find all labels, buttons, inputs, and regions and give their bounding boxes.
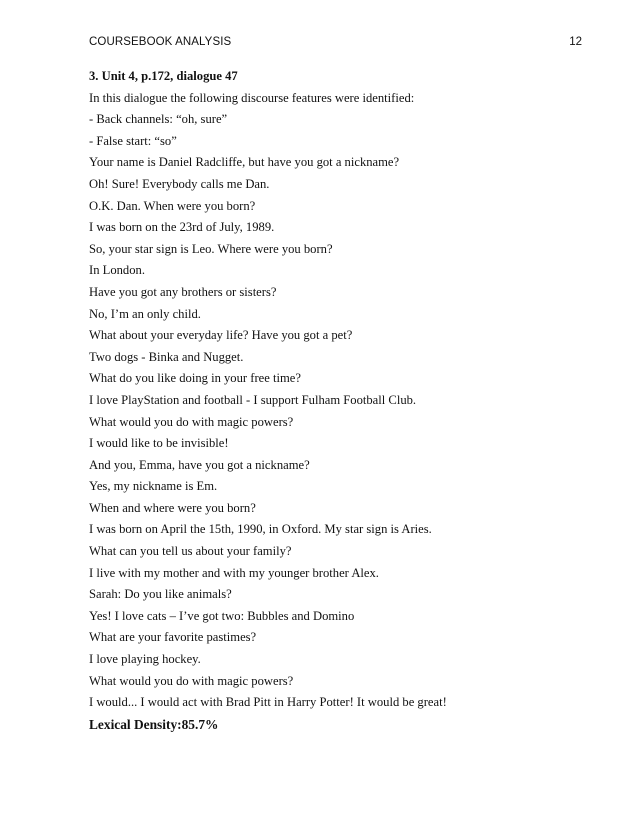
dialogue-line: I would like to be invisible! (89, 436, 229, 451)
dialogue-line: Yes, my nickname is Em. (89, 479, 218, 494)
dialogue-line: So, your star sign is Leo. Where were you born? (89, 241, 333, 256)
lexical-density: Lexical Density:85.7% (89, 716, 219, 732)
dialogue-line: In London. (89, 263, 145, 278)
dialogue-line: I was born on the 23rd of July, 1989. (89, 220, 275, 235)
dialogue-line: What about your everyday life? Have you got a pet? (89, 328, 353, 343)
dialogue-line: Oh! Sure! Everybody calls me Dan. (89, 176, 270, 191)
dialogue-line: What would you do with magic powers? (89, 673, 294, 688)
dialogue-line: I was born on April the 15th, 1990, in Oxford. My star sign is Aries. (89, 522, 432, 537)
dialogue-line: Your name is Daniel Radcliffe, but have you got a nickname? (89, 155, 400, 170)
dialogue-line: Yes! I love cats – I’ve got two: Bubbles and Domino (89, 608, 355, 623)
header-title: COURSEBOOK ANALYSIS (89, 36, 232, 48)
dialogue-line: And you, Emma, have you got a nickname? (89, 457, 310, 472)
dialogue-line: When and where were you born? (89, 500, 256, 515)
dialogue-line: I live with my mother and with my younger brother Alex. (89, 565, 379, 580)
dialogue-line: What do you like doing in your free time? (89, 371, 301, 386)
dialogue-line: Have you got any brothers or sisters? (89, 284, 277, 299)
dialogue-line: Sarah: Do you like animals? (89, 587, 232, 602)
document-body (89, 66, 589, 735)
feature-item: - False start: “so” (89, 133, 177, 148)
feature-item: - Back channels: “oh, sure” (89, 112, 228, 127)
dialogue-line: No, I’m an only child. (89, 306, 201, 321)
dialogue-line: What would you do with magic powers? (89, 414, 294, 429)
section-heading: 3. Unit 4, p.172, dialogue 47 (89, 69, 238, 83)
dialogue-line: I would... I would act with Brad Pitt in Harry Potter! It would be great! (89, 695, 447, 710)
intro-paragraph: In this dialogue the following discourse features were identified: (89, 90, 415, 105)
dialogue-line: What can you tell us about your family? (89, 544, 292, 559)
page-number: 12 (569, 36, 582, 48)
dialogue-line: I love PlayStation and football - I support Fulham Football Club. (89, 392, 417, 407)
dialogue-line: What are your favorite pastimes? (89, 630, 257, 645)
dialogue-line: O.K. Dan. When were you born? (89, 198, 256, 213)
dialogue-line: Two dogs - Binka and Nugget. (89, 349, 244, 364)
dialogue-line: I love playing hockey. (89, 652, 201, 667)
page-header (89, 36, 582, 56)
